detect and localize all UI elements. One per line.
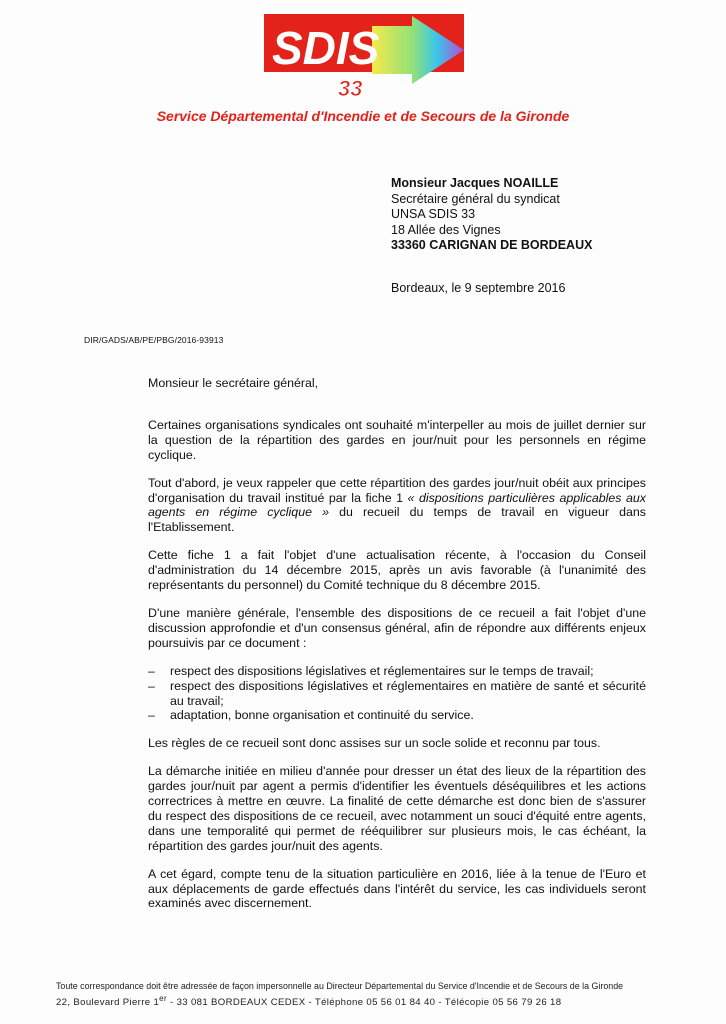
- footer: [56, 980, 666, 1009]
- dash-marker: –: [148, 678, 155, 693]
- list-item-text: respect des dispositions législatives et réglementaires sur le temps de travail;: [170, 663, 594, 678]
- list-item-text: respect des dispositions législatives et réglementaires en matière de santé et sécurité au travail;: [170, 678, 646, 708]
- organization-name: Service Départemental d'Incendie et de Secours de la Gironde: [156, 108, 570, 124]
- paragraph-3: Cette fiche 1 a fait l'objet d'une actualisation récente, à l'occasion du Conseil d'administration du 14 décembre 2015, après un avis favorable (à l'unanimité des représentants du personnel) du Comité technique du 8 décembre 2015.: [148, 548, 646, 593]
- footer-address-end: - 33 081 BORDEAUX CEDEX - Téléphone 05 56 01 84 40 - Télécopie 05 56 79 26 18: [167, 996, 562, 1008]
- footer-address-sup: er: [159, 993, 167, 1003]
- recipient-city: 33360 CARIGNAN DE BORDEAUX: [391, 238, 593, 253]
- paragraph-4: D'une manière générale, l'ensemble des dispositions de ce recueil a fait l'objet d'une discussion approfondie et d'un consensus général, afin de répondre aux différents enjeux poursuivis par ce document :: [148, 605, 646, 650]
- reference-number: DIR/GADS/AB/PE/PBG/2016-93913: [84, 335, 224, 345]
- list-item: [148, 708, 646, 723]
- paragraph-2-end: du recueil du temps de travail en vigueur dans l'Etablissement.: [148, 505, 646, 535]
- paragraph-2: [148, 476, 646, 536]
- paragraph-7: A cet égard, compte tenu de la situation particulière en 2016, liée à la tenue de l'Euro et aux déplacements de garde effectués dans l'intérêt du service, les cas individuels seront examinés avec discernement.: [148, 866, 646, 911]
- logo-number: 33: [338, 76, 363, 100]
- recipient-org: UNSA SDIS 33: [391, 207, 476, 222]
- paragraph-2-start: Tout d'abord, je veux rappeler que cette répartition des gardes jour/nuit obéit aux principes d'organisation du travail institué par la fiche 1: [148, 475, 646, 505]
- list-item: [148, 664, 646, 679]
- dash-marker: –: [148, 708, 155, 723]
- recipient-street: 18 Allée des Vignes: [391, 222, 501, 237]
- letter-date: Bordeaux, le 9 septembre 2016: [391, 281, 566, 295]
- salutation: Monsieur le secrétaire général,: [148, 376, 319, 390]
- paragraph-2-quote: « dispositions particulières applicables aux agents en régime cyclique »: [148, 490, 646, 520]
- paragraph-5: Les règles de ce recueil sont donc assises sur un socle solide et reconnu par tous.: [148, 736, 601, 751]
- paragraph-1: Certaines organisations syndicales ont souhaité m'interpeller au mois de juillet dernier sur la question de la répartition des gardes en jour/nuit pour les personnels en régime cyclique.: [148, 417, 646, 462]
- objectives-list: [148, 664, 646, 724]
- recipient-address: [391, 176, 592, 254]
- recipient-title: Secrétaire général du syndicat: [391, 191, 560, 206]
- footer-address-start: 22, Boulevard Pierre 1: [56, 996, 160, 1008]
- dash-marker: –: [148, 663, 155, 678]
- list-item-text: adaptation, bonne organisation et continuité du service.: [170, 708, 474, 723]
- recipient-name: Monsieur Jacques NOAILLE: [391, 176, 559, 190]
- footer-correspondence: Toute correspondance doit être adressée de façon impersonnelle au Directeur Départemental du Service d'Incendie et de Secours de la Gironde: [56, 981, 624, 991]
- list-item: [148, 679, 646, 709]
- logo-wordmark: SDIS: [272, 22, 380, 74]
- sdis33-logo: [264, 12, 464, 100]
- footer-contact: [56, 993, 666, 1010]
- paragraph-6: La démarche initiée en milieu d'année pour dresser un état des lieux de la répartition des gardes jour/nuit par agent a permis d'identifier les éventuels déséquilibres et les actions correctrices à mettre en œuvre. La finalité de cette démarche est donc bien de s'assurer du respect des dispositions de ce recueil, avec notamment un souci d'équité entre agents, dans une temporalité qui permet de rééquilibrer sur plusieurs mois, le cas échéant, la répartition des gardes jour/nuit des agents.: [148, 764, 646, 853]
- letter-body: [148, 376, 646, 911]
